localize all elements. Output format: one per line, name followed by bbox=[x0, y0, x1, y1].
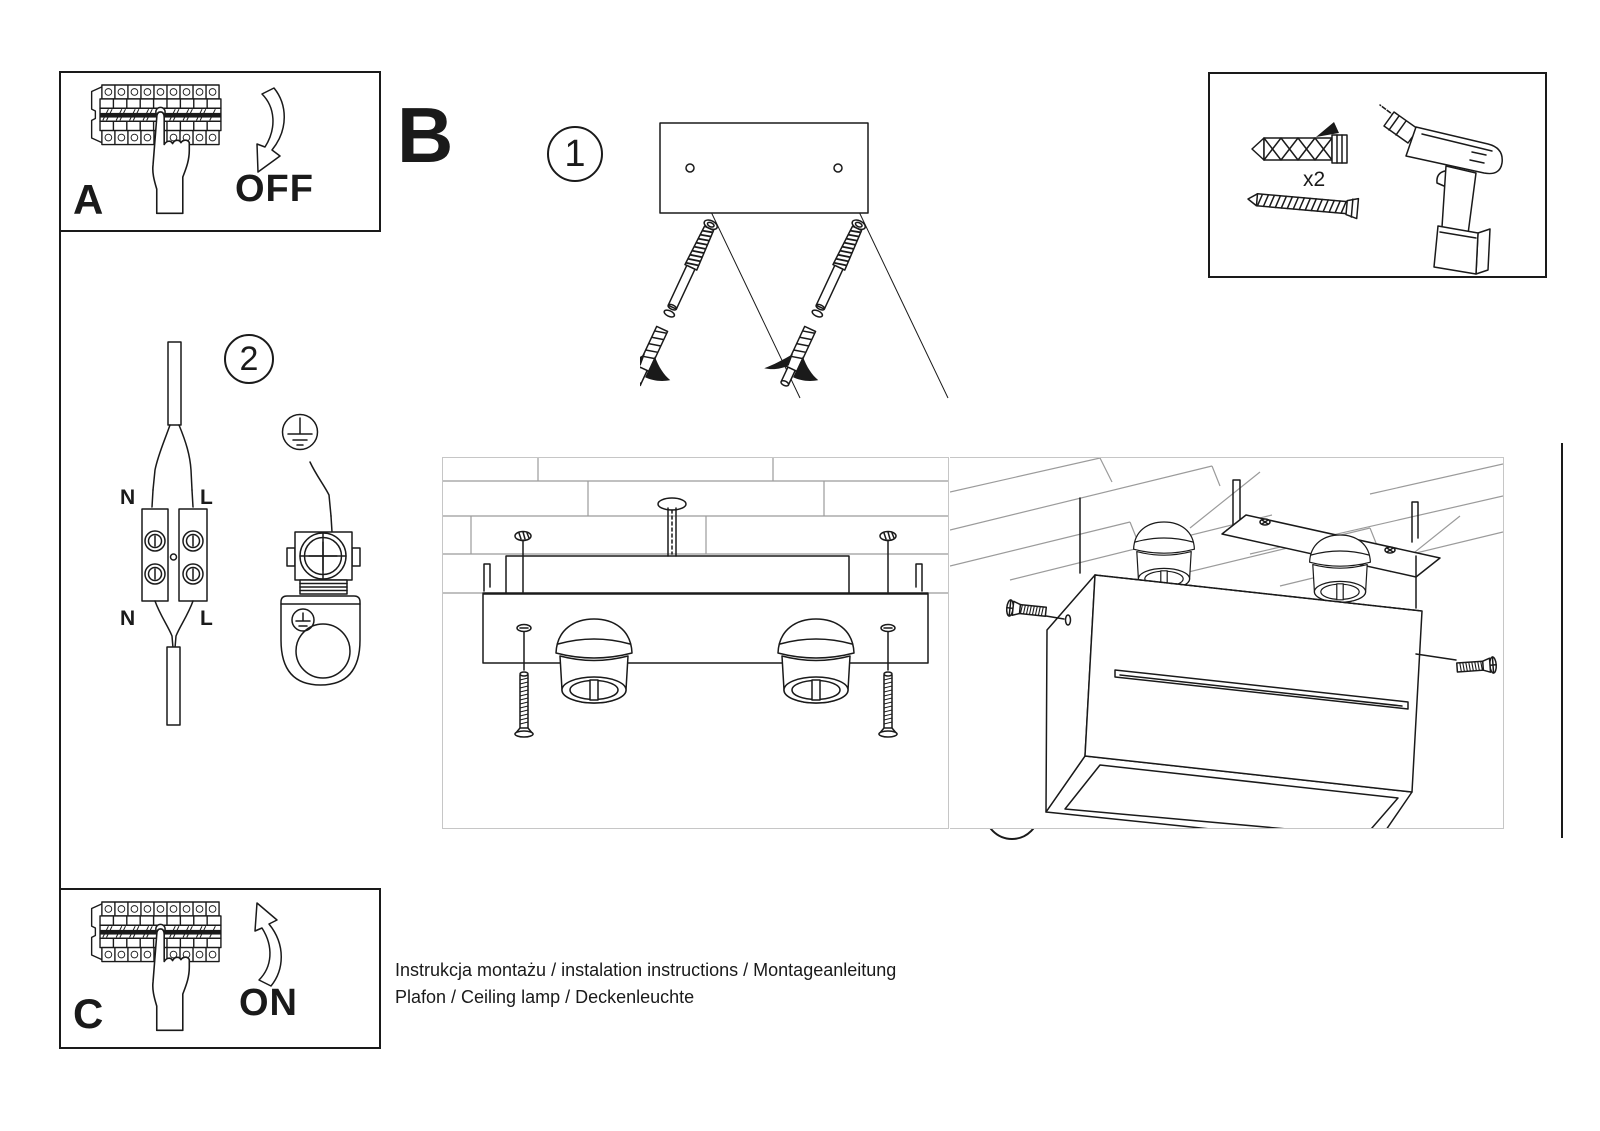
lamp-holder-icon bbox=[1310, 535, 1371, 602]
side-screw-icon bbox=[1457, 657, 1497, 676]
breaker-panel-hand-icon bbox=[92, 902, 221, 1030]
step-number-1-text: 1 bbox=[564, 132, 586, 175]
step3-ceiling-mount-illustration bbox=[443, 458, 948, 828]
lamp-canopy-icon bbox=[483, 594, 928, 663]
tools-illustration bbox=[1210, 74, 1545, 276]
wire-label-live-top: L bbox=[200, 486, 213, 509]
step-c-box bbox=[59, 888, 381, 1049]
footer-line-1: Instrukcja montażu / instalation instructions / Montageanleitung bbox=[395, 960, 897, 980]
footer-line-2: Plafon / Ceiling lamp / Deckenleuchte bbox=[395, 987, 695, 1007]
step4-panel bbox=[950, 457, 1504, 829]
wire-label-neutral-bottom: N bbox=[120, 607, 136, 630]
side-hole-icon bbox=[1066, 615, 1071, 625]
arrow-down-icon bbox=[257, 88, 284, 172]
breaker-off-illustration bbox=[61, 73, 379, 230]
ground-clamp-icon bbox=[281, 532, 360, 685]
step4-shade-mount-illustration bbox=[950, 458, 1503, 828]
step-number-1 bbox=[547, 126, 603, 182]
ground-symbol-icon bbox=[283, 415, 318, 450]
ceiling-planks-icon bbox=[443, 458, 948, 593]
lamp-holder-icon bbox=[1134, 522, 1195, 589]
step3-panel bbox=[442, 457, 949, 829]
side-screw-icon bbox=[1006, 600, 1047, 620]
off-label: OFF bbox=[235, 168, 314, 210]
step-b-label: B bbox=[397, 91, 454, 179]
power-cable-icon bbox=[152, 342, 193, 507]
on-label: ON bbox=[239, 982, 298, 1024]
step-number-2-text: 2 bbox=[239, 339, 259, 378]
canopy-screw-icon bbox=[515, 672, 533, 737]
wire-label-live-bottom: L bbox=[200, 607, 213, 630]
step-c-label: C bbox=[73, 990, 104, 1037]
arrow-up-icon bbox=[255, 903, 281, 986]
tools-box bbox=[1208, 72, 1547, 278]
step2-wiring-illustration bbox=[110, 330, 380, 740]
step-a-box bbox=[59, 71, 381, 232]
canopy-screw-icon bbox=[879, 672, 897, 737]
anchor-quantity-label: x2 bbox=[1303, 168, 1326, 191]
lamp-holder-icon bbox=[778, 619, 854, 703]
lamp-box-shade-icon bbox=[1046, 575, 1422, 828]
ground-wire-end-icon bbox=[331, 516, 332, 532]
wire-label-neutral-top: N bbox=[120, 486, 136, 509]
breaker-panel-hand-icon bbox=[92, 85, 221, 213]
terminal-block-icon bbox=[142, 509, 207, 601]
ceiling-cable-icon bbox=[658, 498, 686, 556]
left-column-connector-line bbox=[59, 230, 61, 890]
screw-icon bbox=[1247, 189, 1358, 219]
footer-text bbox=[395, 957, 896, 1011]
lamp-holder-icon bbox=[556, 619, 632, 703]
step-a-label: A bbox=[73, 176, 104, 223]
breaker-on-illustration bbox=[61, 890, 379, 1047]
page-divider-line bbox=[1561, 443, 1563, 838]
step1-plate-and-anchors-illustration bbox=[640, 100, 980, 410]
ground-wire-icon bbox=[310, 462, 331, 516]
screw-anchor-icon bbox=[761, 211, 887, 398]
plate-hole-icon bbox=[834, 164, 842, 172]
plate-hole-icon bbox=[686, 164, 694, 172]
lamp-cable-icon bbox=[155, 601, 193, 725]
mounting-bracket-icon bbox=[483, 556, 928, 593]
wall-anchor-icon bbox=[1252, 122, 1347, 163]
drill-icon bbox=[1380, 104, 1502, 274]
